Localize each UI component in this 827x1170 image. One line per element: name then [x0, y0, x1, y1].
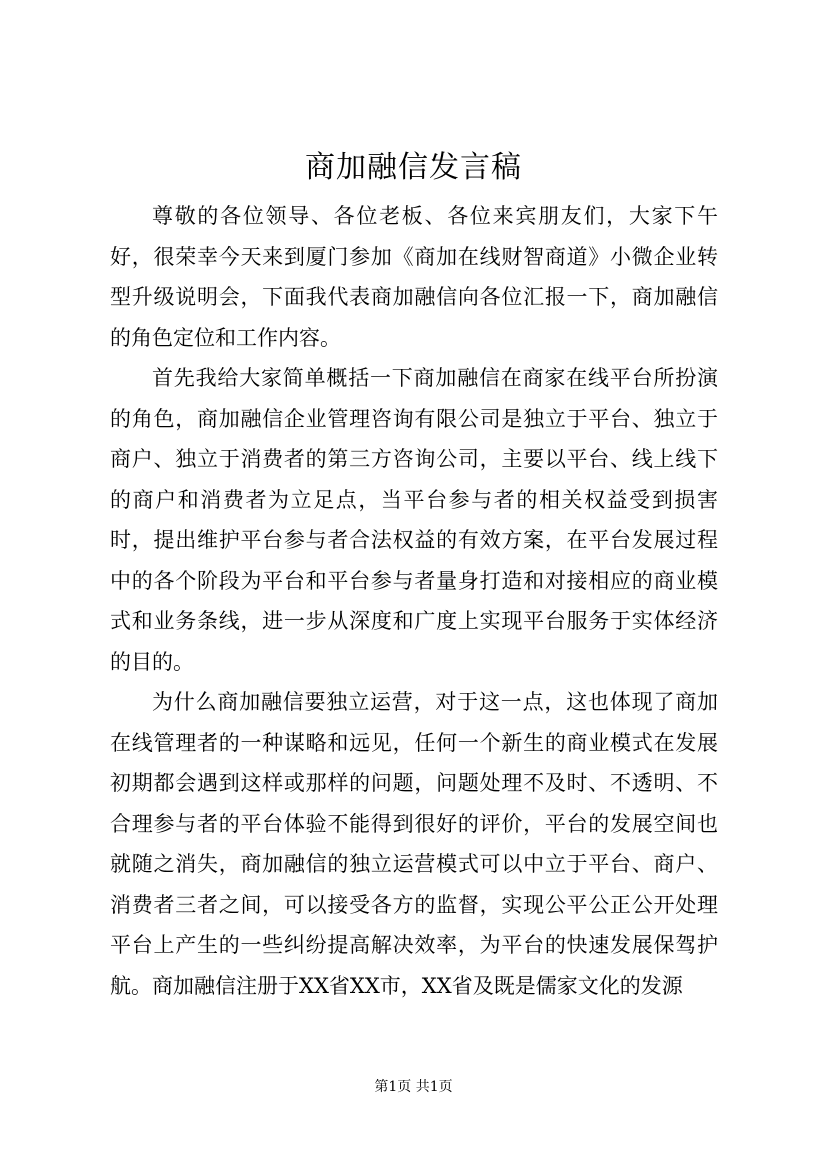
paragraph-role: 首先我给大家简单概括一下商加融信在商家在线平台所扮演的角色，商加融信企业管理咨询有限公司是独立于平台、独立于商户、独立于消费者的第三方咨询公司，主要以平台、线上线下的商户和消费者为立足点，当平台参与者的相关权益受到损害时，提出维护平台参与者合法权益的有效方案，在平台发展过程中的各个阶段为平台和平台参与者量身打造和对接相应的商业模式和业务条线，进一步从深度和广度上实现平台服务于实体经济的目的。 [110, 366, 718, 674]
paragraph-independence: 为什么商加融信要独立运营，对于这一点，这也体现了商加在线管理者的一种谋略和远见，任何一个新生的商业模式在发展初期都会遇到这样或那样的问题，问题处理不及时、不透明、不合理参与者的平台体验不能得到很好的评价，平台的发展空间也就随之消失，商加融信的独立运营模式可以中立于平台、商户、消费者三者之间，可以接受各方的监督，实现公平公正公开处理平台上产生的一些纠纷提高解决效率，为平台的快速发展保驾护航。商加融信注册于XX省XX市，XX省及既是儒家文化的发源 [110, 690, 718, 998]
paragraph-greeting: 尊敬的各位领导、各位老板、各位来宾朋友们，大家下午好，很荣幸今天来到厦门参加《商加在线财智商道》小微企业转型升级说明会，下面我代表商加融信向各位汇报一下，商加融信的角色定位和工作内容。 [110, 204, 718, 350]
document-title: 商加融信发言稿 [305, 150, 522, 185]
page-footer: 第1页 共1页 [374, 1079, 453, 1095]
document-body [110, 196, 718, 1006]
